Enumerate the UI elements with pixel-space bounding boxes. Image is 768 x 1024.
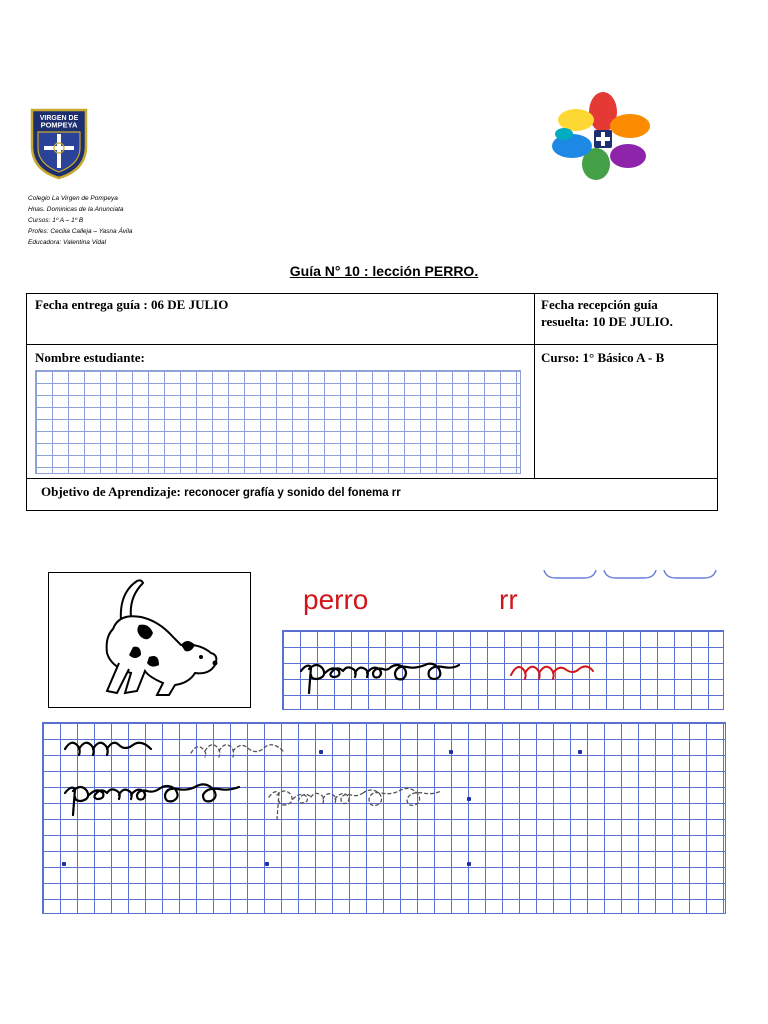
info-educator: Educadora: Valentina Vidal xyxy=(28,239,107,246)
info-teachers: Profes: Cecilia Calleja – Yasna Ávila xyxy=(28,228,133,235)
reception-date-line1: Fecha recepción guía xyxy=(541,297,658,312)
delivery-date: Fecha entrega guía : 06 DE JULIO xyxy=(35,297,229,312)
info-courses: Cursos: 1º A – 1º B xyxy=(28,217,84,224)
colorful-hands-logo xyxy=(548,90,658,182)
writing-practice-grid[interactable] xyxy=(42,722,726,914)
table-divider-row2 xyxy=(27,478,717,479)
crest-text-line2: POMPEYA xyxy=(40,120,78,130)
learning-objective xyxy=(41,484,401,500)
guide-title: Guía N° 10 : lección PERRO. xyxy=(289,263,479,279)
course-label: Curso: 1° Básico A - B xyxy=(541,350,665,365)
start-dot xyxy=(467,862,471,866)
word-perro: perro xyxy=(303,584,369,615)
practice-strokes xyxy=(43,723,727,915)
start-dot xyxy=(578,750,582,754)
objective-label: Objetivo de Aprendizaje: xyxy=(41,484,181,499)
info-table xyxy=(26,293,718,511)
info-congregation: Hnas. Dominicas de la Anunciata xyxy=(28,206,124,213)
student-name-label: Nombre estudiante: xyxy=(35,350,145,365)
crest-text-line1: VIRGEN DE xyxy=(39,115,79,122)
cursive-model-strokes xyxy=(283,631,725,711)
start-dot xyxy=(467,797,471,801)
cursive-model-grid xyxy=(282,630,724,710)
school-info-block xyxy=(28,193,133,248)
start-dot xyxy=(319,750,323,754)
school-crest-logo xyxy=(30,108,88,180)
start-dot xyxy=(265,862,269,866)
decorative-arcs xyxy=(542,562,718,582)
reception-date-line2: resuelta: 10 DE JULIO. xyxy=(541,314,673,329)
objective-text: reconocer grafía y sonido del fonema rr xyxy=(184,487,401,499)
start-dot xyxy=(62,862,66,866)
info-school: Colegio La Virgen de Pompeya xyxy=(28,195,118,202)
phoneme-rr: rr xyxy=(499,584,518,615)
start-dot xyxy=(449,750,453,754)
table-divider-row1 xyxy=(27,344,717,345)
student-name-writing-grid[interactable] xyxy=(35,370,521,474)
table-divider-vertical xyxy=(534,294,535,478)
dog-illustration xyxy=(48,572,251,708)
